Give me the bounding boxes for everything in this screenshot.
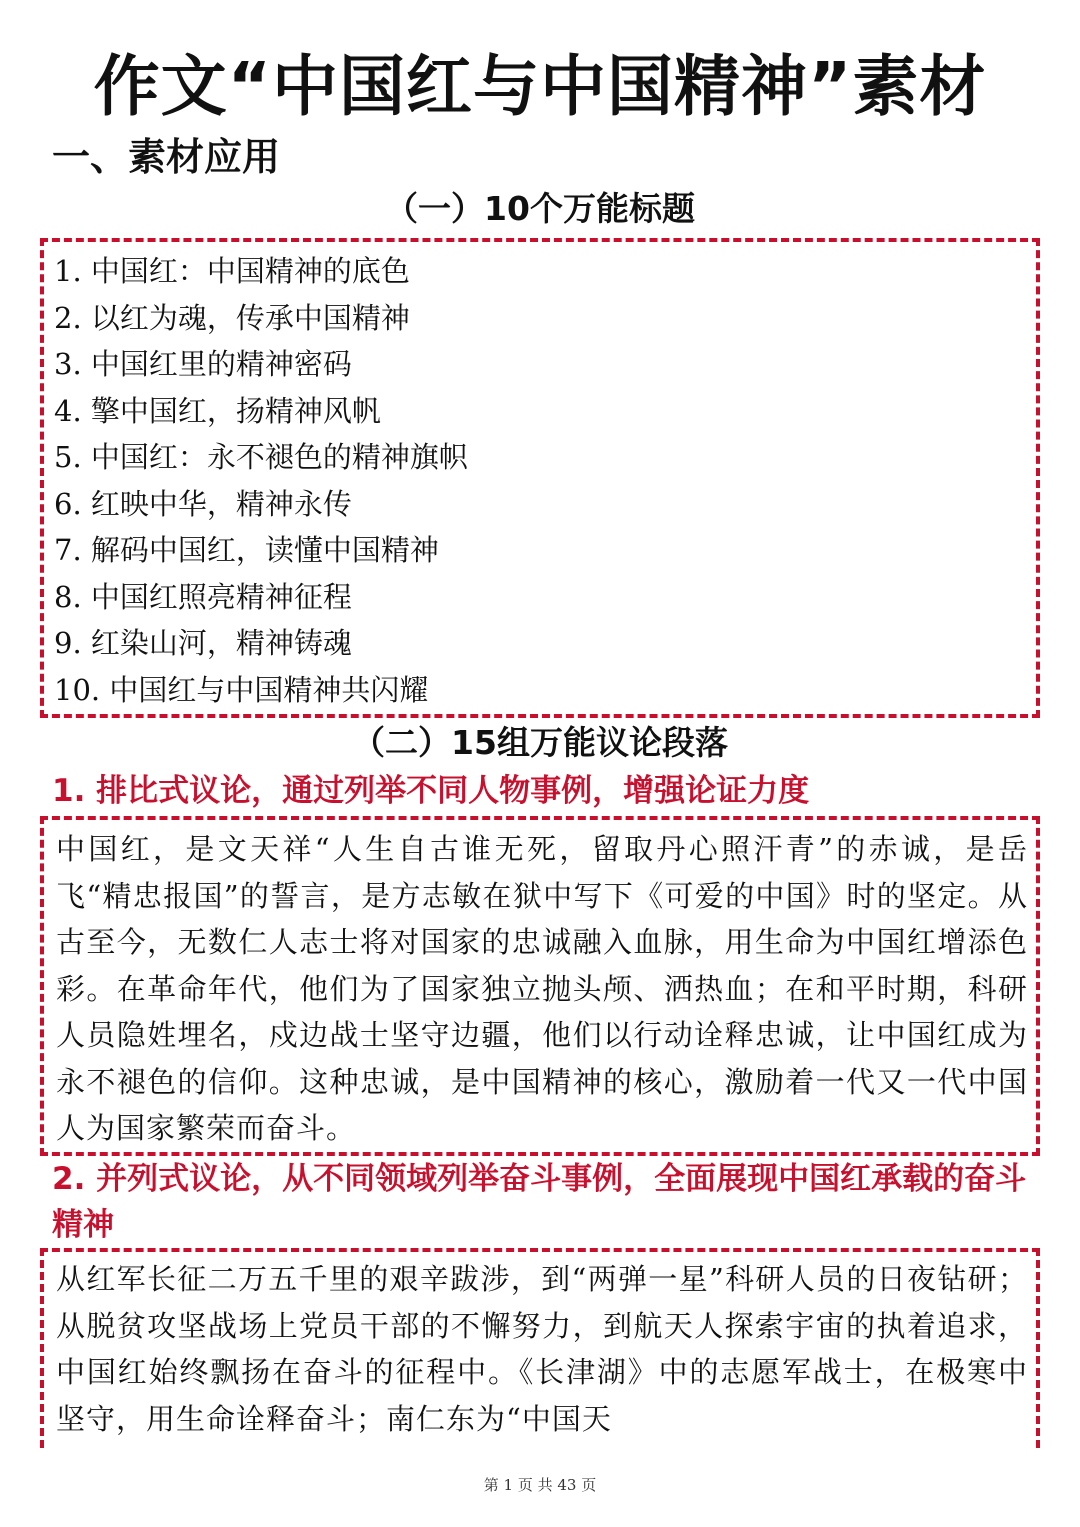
title-item: 9. 红染山河，精神铸魂 — [54, 626, 352, 660]
paragraph-heading: 2. 并列式议论，从不同领域列举奋斗事例，全面展现中国红承载的奋斗精神 — [52, 1161, 1027, 1243]
title-item: 7. 解码中国红，读懂中国精神 — [54, 533, 439, 567]
title-item: 10. 中国红与中国精神共闪耀 — [54, 672, 429, 707]
section-heading: 一、素材应用 — [52, 135, 281, 179]
paragraph-box — [40, 816, 1040, 1156]
title-item: 4. 擎中国红，扬精神风帆 — [54, 393, 381, 428]
page-footer: 第 1 页 共 43 页 — [483, 1476, 597, 1494]
title-item: 3. 中国红里的精神密码 — [54, 347, 352, 381]
paragraph-box — [40, 1248, 1040, 1448]
paragraph-heading: 1. 排比式议论，通过列举不同人物事例，增强论证力度 — [52, 773, 810, 809]
title-item: 8. 中国红照亮精神征程 — [54, 579, 352, 614]
title-item: 2. 以红为魂，传承中国精神 — [54, 300, 410, 335]
subsection-heading-titles: （一）10个万能标题 — [385, 189, 695, 228]
title-item: 5. 中国红：永不褪色的精神旗帜 — [54, 440, 468, 474]
titles-box — [40, 238, 1040, 718]
page-title: 作文“中国红与中国精神”素材 — [93, 48, 987, 125]
subsection-heading-paragraphs: （二）15组万能议论段落 — [352, 723, 728, 762]
title-item: 1. 中国红：中国精神的底色 — [54, 254, 410, 288]
title-item: 6. 红映中华，精神永传 — [54, 486, 352, 521]
paragraph-text: 中国红，是文天祥“人生自古谁无死，留取丹心照汗青”的赤诚，是岳飞“精忠报国”的誓言，是方志敏在狱中写下《可爱的中国》时的坚定。从古至今，无数仁人志士将对国家的忠诚融入血脉，用生命为中国红增添色彩。在革命年代，他们为了国家独立抛头颅、洒热血；在和平时期，科研人员隐姓埋名，戍边战士坚守边疆，他们以行动诠释忠诚，让中国红成为永不褪色的信仰。这种忠诚，是中国精神的核心，激励着一代又一代中国人为国家繁荣而奋斗。 — [56, 832, 1028, 1145]
paragraph-text: 从红军长征二万五千里的艰辛跋涉，到“两弹一星”科研人员的日夜钻研；从脱贫攻坚战场上党员干部的不懈努力，到航天人探索宇宙的执着追求，中国红始终飘扬在奋斗的征程中。《长津湖》中的志愿军战士，在极寒中坚守，用生命诠释奋斗；南仁东为“中国天 — [56, 1262, 1028, 1436]
